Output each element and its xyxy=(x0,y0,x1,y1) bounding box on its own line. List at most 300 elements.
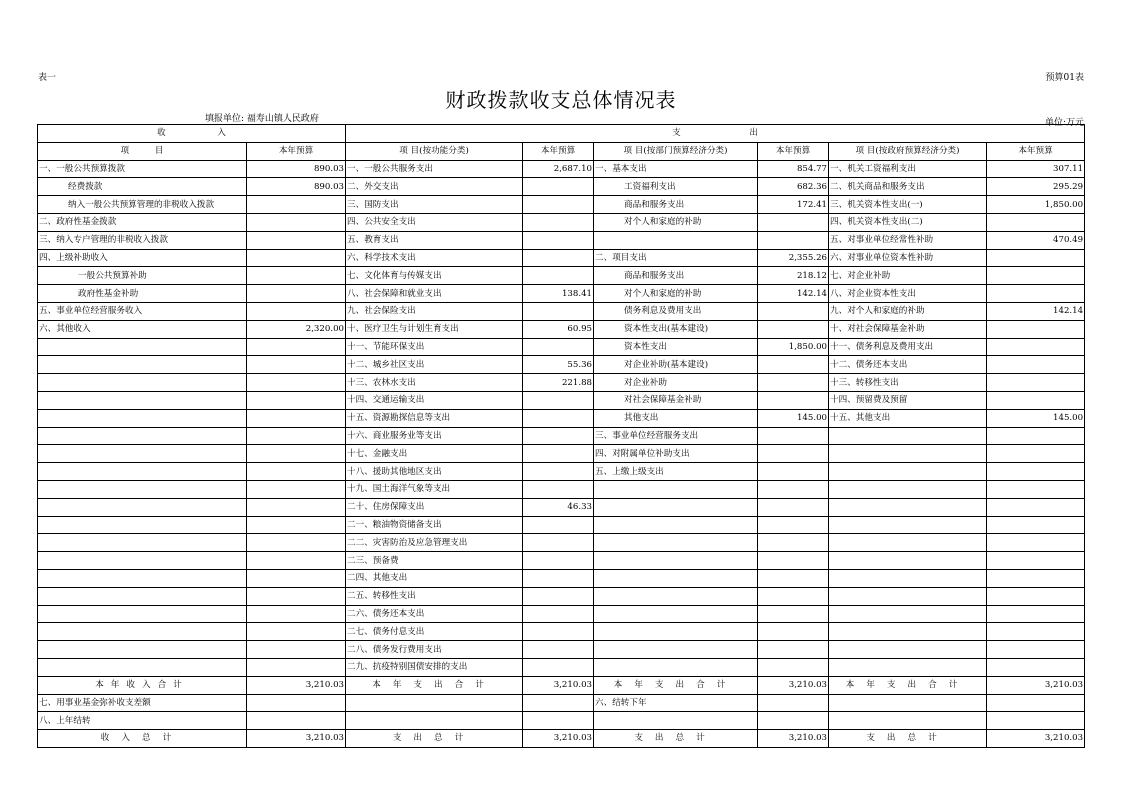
func-item: 二五、转移性支出 xyxy=(346,587,523,605)
func-budget xyxy=(523,267,594,285)
func-item: 十一、节能环保支出 xyxy=(346,338,523,356)
expense-group-header: 支 出 xyxy=(346,125,1085,143)
income-budget xyxy=(247,338,346,356)
income-item xyxy=(38,338,247,356)
income-item xyxy=(38,569,247,587)
income-item xyxy=(38,587,247,605)
func-item: 十、医疗卫生与计划生育支出 xyxy=(346,320,523,338)
gov-budget xyxy=(987,356,1085,374)
func-item: 六、科学技术支出 xyxy=(346,249,523,267)
gov-item: 七、对企业补助 xyxy=(829,267,987,285)
income-item: 纳入一般公共预算管理的非税收入拨款 xyxy=(38,196,247,214)
func-item: 十四、交通运输支出 xyxy=(346,391,523,409)
group-header-row xyxy=(38,125,1085,143)
func-budget: 55.36 xyxy=(523,356,594,374)
gov-item xyxy=(829,427,987,445)
fill-unit-label: 填报单位: 福寿山镇人民政府 xyxy=(205,114,319,124)
year-expense-total-label-dept: 本年支出合计 xyxy=(594,676,758,694)
table-row xyxy=(38,641,1085,659)
dept-item: 其他支出 xyxy=(594,409,758,427)
grand-expense-total-label-dept: 支出总计 xyxy=(594,730,758,748)
income-budget xyxy=(247,196,346,214)
func-item: 五、教育支出 xyxy=(346,231,523,249)
func-budget xyxy=(523,409,594,427)
func-budget xyxy=(523,427,594,445)
table-row xyxy=(38,427,1085,445)
grand-expense-total-dept: 3,210.03 xyxy=(758,730,829,748)
func-budget xyxy=(523,480,594,498)
year-income-total: 3,210.03 xyxy=(247,676,346,694)
gov-item xyxy=(829,623,987,641)
gov-budget xyxy=(987,338,1085,356)
dept-item: 资本性支出 xyxy=(594,338,758,356)
grand-total-row xyxy=(38,730,1085,748)
dept-budget: 2,355.26 xyxy=(758,249,829,267)
table-row xyxy=(38,320,1085,338)
table-row xyxy=(38,480,1085,498)
income-item xyxy=(38,480,247,498)
dept-budget: 218.12 xyxy=(758,267,829,285)
table-row xyxy=(38,463,1085,481)
table-code-left: 表一 xyxy=(38,73,57,83)
dept-item xyxy=(594,534,758,552)
dept-item: 对个人和家庭的补助 xyxy=(594,213,758,231)
gov-budget xyxy=(987,267,1085,285)
table-row xyxy=(38,391,1085,409)
table-row xyxy=(38,160,1085,178)
income-item xyxy=(38,516,247,534)
dept-item xyxy=(594,587,758,605)
grand-expense-total-label-func: 支出总计 xyxy=(346,730,523,748)
income-item xyxy=(38,374,247,392)
func-budget xyxy=(523,391,594,409)
table-code-right: 预算01表 xyxy=(1045,73,1084,83)
dept-budget xyxy=(758,320,829,338)
dept-item: 对企业补助 xyxy=(594,374,758,392)
dept-budget: 1,850.00 xyxy=(758,338,829,356)
dept-budget xyxy=(758,498,829,516)
dept-item: 对个人和家庭的补助 xyxy=(594,285,758,303)
dept-item: 三、事业单位经营服务支出 xyxy=(594,427,758,445)
gov-item xyxy=(829,658,987,676)
func-budget xyxy=(523,196,594,214)
dept-item xyxy=(594,516,758,534)
dept-budget xyxy=(758,356,829,374)
income-item xyxy=(38,391,247,409)
dept-item: 对企业补助(基本建设) xyxy=(594,356,758,374)
gov-item xyxy=(829,445,987,463)
dept-budget: 854.77 xyxy=(758,160,829,178)
table-row xyxy=(38,267,1085,285)
gov-item: 二、机关商品和服务支出 xyxy=(829,178,987,196)
income-item xyxy=(38,534,247,552)
dept-item xyxy=(594,552,758,570)
income-budget: 2,320.00 xyxy=(247,320,346,338)
year-expense-total-gov: 3,210.03 xyxy=(987,676,1085,694)
income-group-header: 收 入 xyxy=(38,125,346,143)
income-budget xyxy=(247,231,346,249)
func-item: 十八、援助其他地区支出 xyxy=(346,463,523,481)
income-item: 五、事业单位经营服务收入 xyxy=(38,302,247,320)
table-row xyxy=(38,587,1085,605)
dept-item: 债务利息及费用支出 xyxy=(594,302,758,320)
gov-budget xyxy=(987,285,1085,303)
gov-item: 八、对企业资本性支出 xyxy=(829,285,987,303)
column-header-row xyxy=(38,142,1085,160)
func-item: 九、社会保险支出 xyxy=(346,302,523,320)
func-budget xyxy=(523,213,594,231)
dept-item: 四、对附属单位补助支出 xyxy=(594,445,758,463)
gov-item-header: 项 目(按政府预算经济分类) xyxy=(829,142,987,160)
table-row xyxy=(38,196,1085,214)
table-row xyxy=(38,213,1085,231)
income-item: 一般公共预算补助 xyxy=(38,267,247,285)
func-item: 二九、抗疫特别国债安排的支出 xyxy=(346,658,523,676)
grand-expense-total-func: 3,210.03 xyxy=(523,730,594,748)
func-budget: 221.88 xyxy=(523,374,594,392)
table-row xyxy=(38,178,1085,196)
gov-budget xyxy=(987,427,1085,445)
income-item: 四、上级补助收入 xyxy=(38,249,247,267)
income-budget xyxy=(247,356,346,374)
dept-item xyxy=(594,498,758,516)
gov-budget xyxy=(987,445,1085,463)
income-item xyxy=(38,623,247,641)
table-row xyxy=(38,285,1085,303)
gov-item xyxy=(829,498,987,516)
income-item: 一、一般公共预算拨款 xyxy=(38,160,247,178)
func-item: 二四、其他支出 xyxy=(346,569,523,587)
func-budget xyxy=(523,178,594,196)
gov-budget: 142.14 xyxy=(987,302,1085,320)
dept-budget: 145.00 xyxy=(758,409,829,427)
table-row xyxy=(38,658,1085,676)
income-budget: 890.03 xyxy=(247,178,346,196)
table-row xyxy=(38,409,1085,427)
income-item xyxy=(38,463,247,481)
gov-budget xyxy=(987,374,1085,392)
func-budget xyxy=(523,445,594,463)
gov-item: 六、对事业单位资本性补助 xyxy=(829,249,987,267)
table-row xyxy=(38,231,1085,249)
income-budget xyxy=(247,267,346,285)
income-item: 二、政府性基金拨款 xyxy=(38,213,247,231)
func-budget xyxy=(523,516,594,534)
func-item: 四、公共安全支出 xyxy=(346,213,523,231)
gov-item xyxy=(829,463,987,481)
func-item: 二六、债务还本支出 xyxy=(346,605,523,623)
table-row xyxy=(38,712,1085,730)
gov-budget xyxy=(987,587,1085,605)
table-row xyxy=(38,302,1085,320)
income-item xyxy=(38,409,247,427)
budget-table xyxy=(37,124,1085,748)
dept-budget xyxy=(758,374,829,392)
gov-budget xyxy=(987,641,1085,659)
gov-item xyxy=(829,569,987,587)
gov-budget xyxy=(987,658,1085,676)
income-budget xyxy=(247,605,346,623)
gov-item: 十二、债务还本支出 xyxy=(829,356,987,374)
income-budget xyxy=(247,534,346,552)
gov-item: 五、对事业单位经常性补助 xyxy=(829,231,987,249)
func-budget xyxy=(523,552,594,570)
dept-item: 六、结转下年 xyxy=(594,694,758,712)
table-row xyxy=(38,569,1085,587)
func-item: 二八、债务发行费用支出 xyxy=(346,641,523,659)
income-budget xyxy=(247,445,346,463)
dept-budget xyxy=(758,231,829,249)
table-row xyxy=(38,249,1085,267)
gov-budget: 1,850.00 xyxy=(987,196,1085,214)
table-row xyxy=(38,445,1085,463)
func-budget xyxy=(523,587,594,605)
dept-item xyxy=(594,569,758,587)
income-item xyxy=(38,427,247,445)
table-row xyxy=(38,623,1085,641)
dept-item: 对社会保障基金补助 xyxy=(594,391,758,409)
dept-budget xyxy=(758,552,829,570)
func-item: 三、国防支出 xyxy=(346,196,523,214)
gov-item: 三、机关资本性支出(一) xyxy=(829,196,987,214)
income-budget xyxy=(247,480,346,498)
gov-item: 十一、债务利息及费用支出 xyxy=(829,338,987,356)
gov-item: 十三、转移性支出 xyxy=(829,374,987,392)
gov-item: 九、对个人和家庭的补助 xyxy=(829,302,987,320)
dept-item xyxy=(594,641,758,659)
grand-income-total-label: 收入总计 xyxy=(38,730,247,748)
func-budget xyxy=(523,658,594,676)
func-budget xyxy=(523,463,594,481)
grand-income-total: 3,210.03 xyxy=(247,730,346,748)
gov-budget: 145.00 xyxy=(987,409,1085,427)
income-budget xyxy=(247,658,346,676)
dept-budget: 172.41 xyxy=(758,196,829,214)
dept-budget xyxy=(758,623,829,641)
table-row xyxy=(38,498,1085,516)
table-row xyxy=(38,694,1085,712)
income-item: 六、其他收入 xyxy=(38,320,247,338)
func-budget: 46.33 xyxy=(523,498,594,516)
table-row xyxy=(38,356,1085,374)
income-budget xyxy=(247,463,346,481)
dept-item xyxy=(594,231,758,249)
income-budget xyxy=(247,623,346,641)
gov-item xyxy=(829,587,987,605)
func-budget: 2,687.10 xyxy=(523,160,594,178)
income-item xyxy=(38,641,247,659)
dept-budget xyxy=(758,427,829,445)
gov-budget xyxy=(987,480,1085,498)
gov-budget xyxy=(987,569,1085,587)
gov-budget xyxy=(987,463,1085,481)
income-item: 经费拨款 xyxy=(38,178,247,196)
dept-item: 商品和服务支出 xyxy=(594,267,758,285)
table-row xyxy=(38,374,1085,392)
dept-budget xyxy=(758,391,829,409)
table-row xyxy=(38,534,1085,552)
unit-line xyxy=(38,111,1084,128)
gov-budget xyxy=(987,605,1085,623)
gov-budget xyxy=(987,534,1085,552)
dept-budget xyxy=(758,516,829,534)
gov-item xyxy=(829,480,987,498)
dept-budget xyxy=(758,302,829,320)
dept-item: 商品和服务支出 xyxy=(594,196,758,214)
func-budget-header: 本年预算 xyxy=(523,142,594,160)
gov-item: 一、机关工资福利支出 xyxy=(829,160,987,178)
func-item: 二二、灾害防治及应急管理支出 xyxy=(346,534,523,552)
income-budget xyxy=(247,427,346,445)
income-budget xyxy=(247,569,346,587)
func-item: 二、外交支出 xyxy=(346,178,523,196)
dept-budget xyxy=(758,213,829,231)
func-budget xyxy=(523,302,594,320)
year-expense-total-label-gov: 本年支出合计 xyxy=(829,676,987,694)
income-budget xyxy=(247,391,346,409)
dept-budget xyxy=(758,480,829,498)
func-item: 二一、粮油物资储备支出 xyxy=(346,516,523,534)
dept-item xyxy=(594,480,758,498)
func-item: 十二、城乡社区支出 xyxy=(346,356,523,374)
dept-item xyxy=(594,623,758,641)
func-item: 二三、预备费 xyxy=(346,552,523,570)
year-expense-total-dept: 3,210.03 xyxy=(758,676,829,694)
gov-budget: 307.11 xyxy=(987,160,1085,178)
table-row xyxy=(38,605,1085,623)
income-item xyxy=(38,552,247,570)
table-row xyxy=(38,338,1085,356)
grand-expense-total-gov: 3,210.03 xyxy=(987,730,1085,748)
income-budget xyxy=(247,409,346,427)
func-item: 十三、农林水支出 xyxy=(346,374,523,392)
year-expense-total-label-func: 本年支出合计 xyxy=(346,676,523,694)
table-row xyxy=(38,516,1085,534)
dept-budget-header: 本年预算 xyxy=(758,142,829,160)
func-budget xyxy=(523,534,594,552)
dept-item: 五、上缴上级支出 xyxy=(594,463,758,481)
func-budget xyxy=(523,569,594,587)
year-income-total-label: 本年收入合计 xyxy=(38,676,247,694)
gov-budget xyxy=(987,552,1085,570)
dept-budget: 142.14 xyxy=(758,285,829,303)
func-item: 十五、资源勘探信息等支出 xyxy=(346,409,523,427)
func-item: 十九、国土海洋气象等支出 xyxy=(346,480,523,498)
table-row xyxy=(38,552,1085,570)
dept-budget xyxy=(758,445,829,463)
func-budget: 60.95 xyxy=(523,320,594,338)
func-item: 二七、债务付息支出 xyxy=(346,623,523,641)
func-budget xyxy=(523,249,594,267)
func-budget xyxy=(523,623,594,641)
func-budget xyxy=(523,338,594,356)
dept-budget xyxy=(758,587,829,605)
dept-item: 资本性支出(基本建设) xyxy=(594,320,758,338)
gov-budget xyxy=(987,249,1085,267)
income-budget-header: 本年预算 xyxy=(247,142,346,160)
page-title: 财政拨款收支总体情况表 xyxy=(445,88,677,112)
gov-budget xyxy=(987,213,1085,231)
grand-expense-total-label-gov: 支出总计 xyxy=(829,730,987,748)
gov-item: 四、机关资本性支出(二) xyxy=(829,213,987,231)
func-item: 二十、住房保障支出 xyxy=(346,498,523,516)
income-item-header: 项 目 xyxy=(38,142,247,160)
income-item: 八、上年结转 xyxy=(38,712,247,730)
gov-item xyxy=(829,641,987,659)
gov-budget: 470.49 xyxy=(987,231,1085,249)
income-item xyxy=(38,356,247,374)
gov-budget xyxy=(987,498,1085,516)
dept-item xyxy=(594,605,758,623)
income-budget xyxy=(247,285,346,303)
func-budget xyxy=(523,641,594,659)
func-item: 十六、商业服务业等支出 xyxy=(346,427,523,445)
dept-budget xyxy=(758,641,829,659)
gov-item: 十五、其他支出 xyxy=(829,409,987,427)
dept-budget: 682.36 xyxy=(758,178,829,196)
income-budget xyxy=(247,498,346,516)
income-budget xyxy=(247,374,346,392)
func-item: 八、社会保障和就业支出 xyxy=(346,285,523,303)
income-item xyxy=(38,445,247,463)
gov-budget xyxy=(987,623,1085,641)
dept-item xyxy=(594,658,758,676)
gov-item xyxy=(829,516,987,534)
income-budget xyxy=(247,213,346,231)
dept-item: 二、项目支出 xyxy=(594,249,758,267)
income-budget xyxy=(247,641,346,659)
income-item xyxy=(38,605,247,623)
gov-budget xyxy=(987,516,1085,534)
gov-budget xyxy=(987,391,1085,409)
gov-item: 十四、预留费及预留 xyxy=(829,391,987,409)
func-item: 七、文化体育与传媒支出 xyxy=(346,267,523,285)
year-total-row xyxy=(38,676,1085,694)
income-item xyxy=(38,498,247,516)
dept-budget xyxy=(758,463,829,481)
func-item-header: 项 目(按功能分类) xyxy=(346,142,523,160)
income-budget xyxy=(247,516,346,534)
gov-item: 十、对社会保障基金补助 xyxy=(829,320,987,338)
income-item xyxy=(38,658,247,676)
year-expense-total-func: 3,210.03 xyxy=(523,676,594,694)
gov-budget-header: 本年预算 xyxy=(987,142,1085,160)
income-budget xyxy=(247,302,346,320)
dept-budget xyxy=(758,658,829,676)
income-item: 七、用事业基金弥补收支差额 xyxy=(38,694,247,712)
func-budget: 138.41 xyxy=(523,285,594,303)
func-item: 十七、金融支出 xyxy=(346,445,523,463)
dept-budget xyxy=(758,605,829,623)
dept-budget xyxy=(758,569,829,587)
gov-item xyxy=(829,552,987,570)
gov-item xyxy=(829,534,987,552)
income-item: 政府性基金补助 xyxy=(38,285,247,303)
unit-label: 单位:万元 xyxy=(1044,118,1084,128)
dept-budget xyxy=(758,534,829,552)
dept-item: 工资福利支出 xyxy=(594,178,758,196)
dept-item: 一、基本支出 xyxy=(594,160,758,178)
func-item: 一、一般公共服务支出 xyxy=(346,160,523,178)
dept-item-header: 项 目(按部门预算经济分类) xyxy=(594,142,758,160)
income-budget xyxy=(247,249,346,267)
income-item: 三、纳入专户管理的非税收入拨款 xyxy=(38,231,247,249)
income-budget xyxy=(247,587,346,605)
gov-budget: 295.29 xyxy=(987,178,1085,196)
func-budget xyxy=(523,231,594,249)
income-budget: 890.03 xyxy=(247,160,346,178)
gov-budget xyxy=(987,320,1085,338)
